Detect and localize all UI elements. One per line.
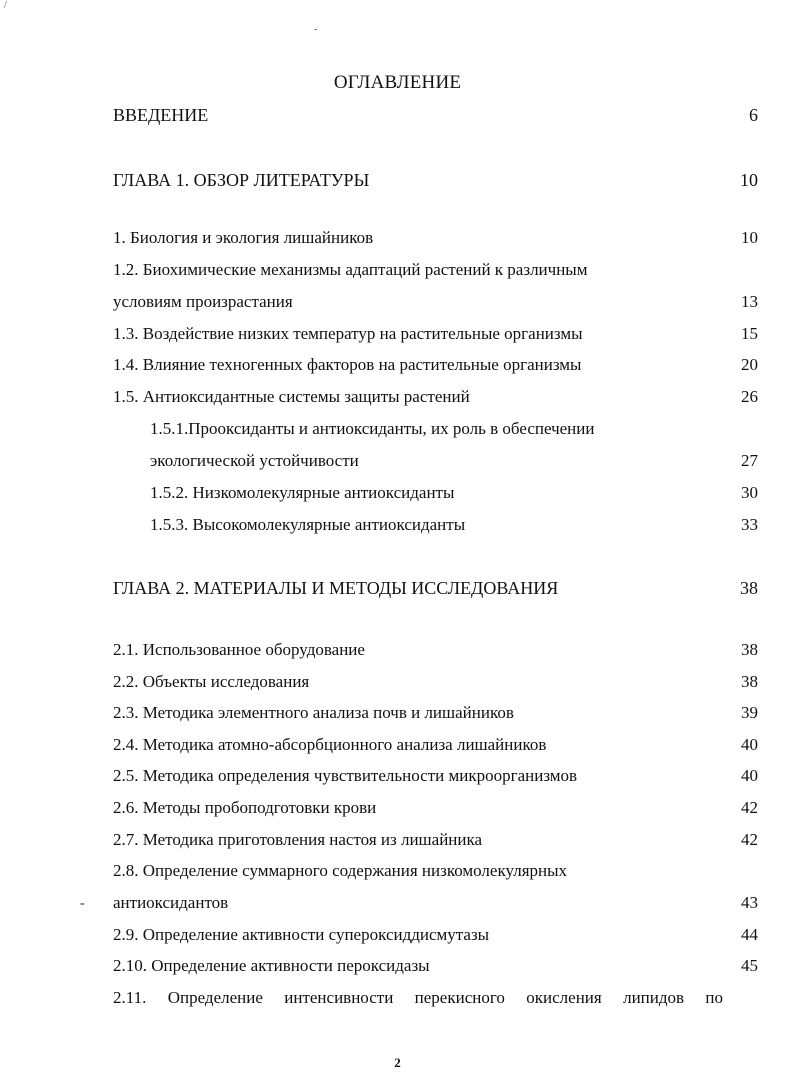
toc-entry-page: 43 [741,893,758,912]
toc-entry-page: 40 [741,735,758,754]
toc-entry-page: 44 [741,925,758,944]
toc-entry-text: 1.4. Влияние техногенных факторов на растительные организмы [113,355,582,374]
toc-entry-text: ВВЕДЕНИЕ [113,105,209,125]
toc-entry-text: 2.4. Методика атомно-абсорбционного анализа лишайников [113,735,547,754]
toc-entry-text: 1. Биология и экология лишайников [113,228,374,247]
toc-entry-text: условиям произрастания [113,292,293,311]
toc-entry-page: 38 [741,640,758,659]
toc-entry-text: антиоксидантов [113,893,229,912]
toc-entry [113,733,758,757]
toc-entry-page: 10 [740,170,758,190]
toc-entry-page: 42 [741,798,758,817]
toc-entry-text: 1.5.2. Низкомолекулярные антиоксиданты [150,483,455,502]
toc-entry-text: 2.11. Определение интенсивности перекисного окисления липидов по [113,988,723,1007]
toc-entry-text: 2.9. Определение активности супероксиддисмутазы [113,925,490,944]
scan-mark: / [4,0,7,11]
toc-entry-text: ГЛАВА 1. ОБЗОР ЛИТЕРАТУРЫ [113,170,370,190]
toc-entry-text: 1.2. Биохимические механизмы адаптаций растений к различным [113,260,588,279]
toc-entry [113,638,758,662]
toc-entry [113,923,758,947]
toc-entry [113,576,758,600]
toc-entry-page: 10 [741,228,758,247]
toc-entry [113,859,758,883]
toc-entry [113,322,758,346]
toc-entry-text: 2.3. Методика элементного анализа почв и лишайников [113,703,514,722]
toc-entry [113,701,758,725]
toc-entry [150,449,758,473]
toc-entry-page: 26 [741,387,758,406]
toc-entry-page: 38 [740,578,758,598]
toc-entry [113,258,758,282]
toc-entry-page: 39 [741,703,758,722]
toc-entry-page: 40 [741,766,758,785]
toc-entry-page: 13 [741,292,758,311]
toc-entry [113,954,758,978]
toc-entry-page: 33 [741,515,758,534]
toc-entry-page: 6 [749,105,758,125]
toc-entry-text: экологической устойчивости [150,451,359,470]
toc-entry-text: 2.2. Объекты исследования [113,672,310,691]
scan-mark: - [314,24,318,35]
toc-entry-text: 1.5.1.Прооксиданты и антиоксиданты, их роль в обеспечении [150,419,595,438]
toc-entry [113,670,758,694]
toc-entry-page: 42 [741,830,758,849]
toc-entry [113,828,758,852]
toc-entry [113,385,758,409]
toc-entry-text: 2.1. Использованное оборудование [113,640,365,659]
toc-entry-text: ГЛАВА 2. МАТЕРИАЛЫ И МЕТОДЫ ИССЛЕДОВАНИЯ [113,578,559,598]
toc-entry [113,226,758,250]
toc-entry-text: 2.7. Методика приготовления настоя из лишайника [113,830,483,849]
toc-entry-text: 2.5. Методика определения чувствительности микроорганизмов [113,766,578,785]
toc-entry [150,417,758,441]
toc-entry [113,290,758,314]
toc-entry-text: 1.5. Антиоксидантные системы защиты растений [113,387,470,406]
toc-entry-text: 1.3. Воздействие низких температур на растительные организмы [113,324,583,343]
toc-entry [113,168,758,192]
toc-entry-page: 30 [741,483,758,502]
toc-entry [113,353,758,377]
toc-entry [113,986,758,1010]
toc-entry [113,796,758,820]
toc-entry-page: 20 [741,355,758,374]
toc-entry [150,481,758,505]
toc-entry-text: 2.10. Определение активности пероксидазы [113,956,430,975]
toc-entry-text: 2.8. Определение суммарного содержания низкомолекулярных [113,861,568,880]
toc-entry-page: 27 [741,451,758,470]
page-number: 2 [394,1055,401,1070]
toc-entry [150,513,758,537]
toc-entry [113,891,758,915]
scan-mark: - [80,896,85,911]
toc-entry-page: 38 [741,672,758,691]
toc-entry-text: 2.6. Методы пробоподготовки крови [113,798,377,817]
toc-entry [113,764,758,788]
toc-entry [113,103,758,127]
toc-entry-page: 15 [741,324,758,343]
toc-title: ОГЛАВЛЕНИЕ [333,72,462,93]
toc-entry-text: 1.5.3. Высокомолекулярные антиоксиданты [150,515,466,534]
toc-entry-page: 45 [741,956,758,975]
